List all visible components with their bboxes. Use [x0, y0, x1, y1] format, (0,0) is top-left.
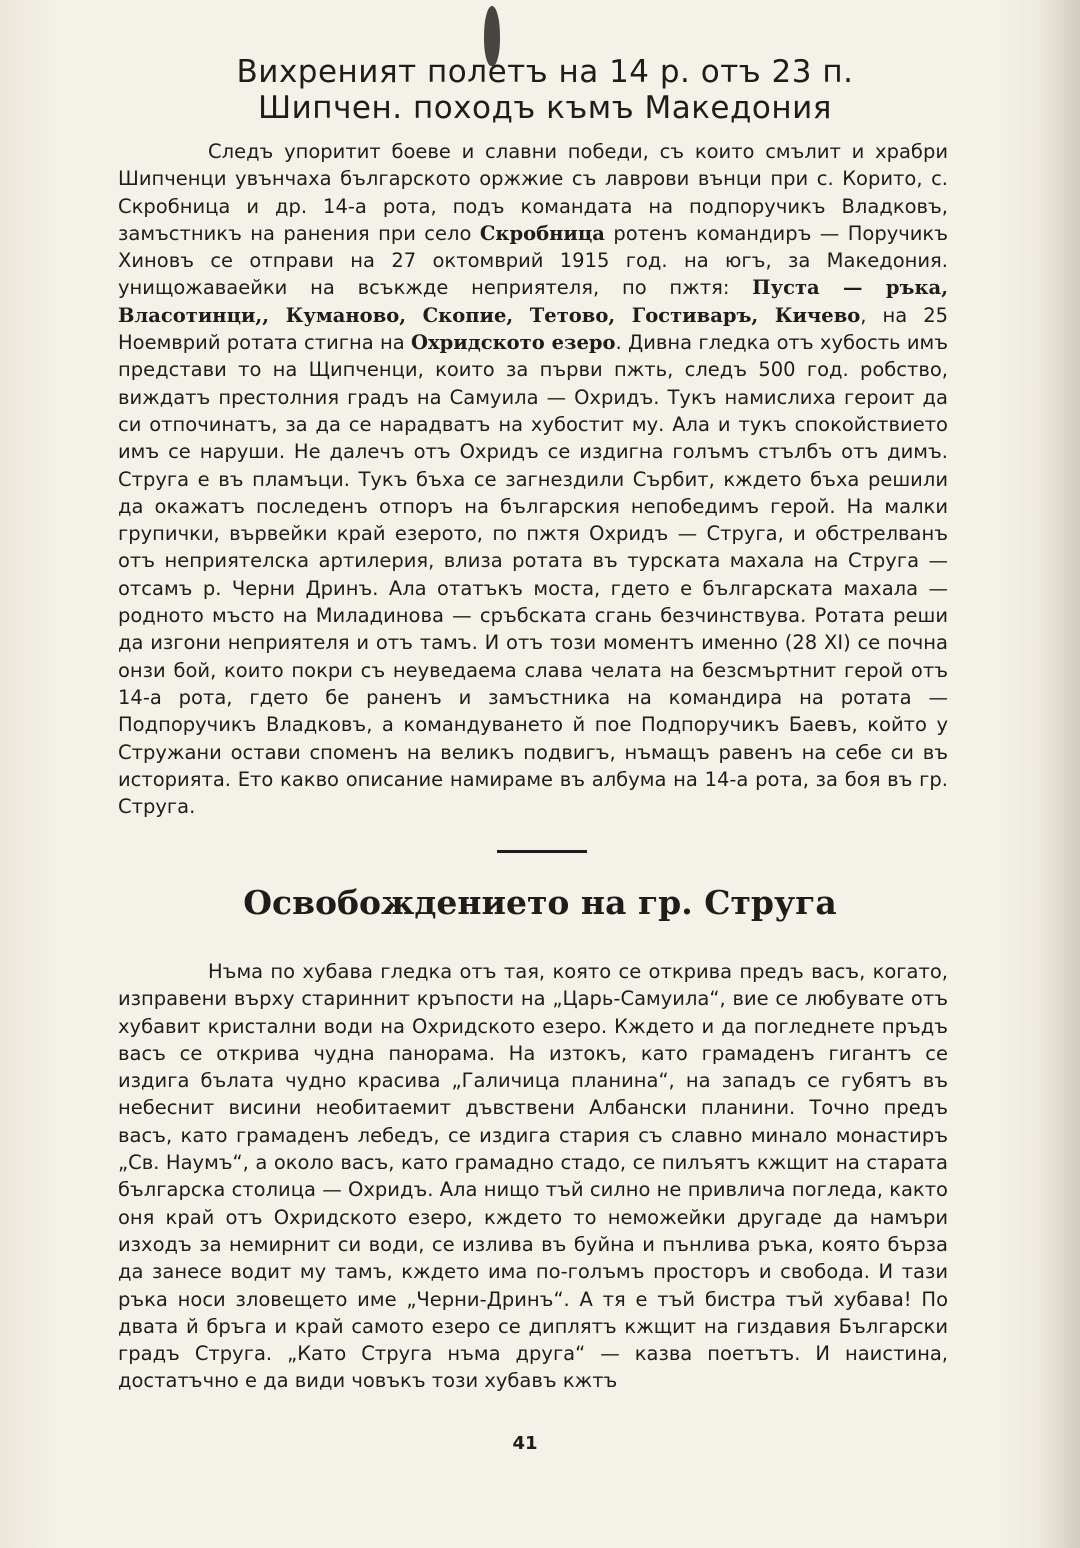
text-segment: ротенъ командиръ — Поручикъ Хиновъ се отправи на 27 октомврий 1915 год. на югъ, за Македония. унищожаваейки на всъкжде неприятеля, по пжтя: — [118, 221, 948, 300]
bold-place-name: Скробница — [479, 221, 605, 245]
text-segment: , на 25 Ноемврий ротата стигна на — [118, 303, 949, 355]
march-paragraph — [118, 138, 948, 820]
section-divider — [497, 850, 587, 853]
march-narrative — [118, 138, 948, 820]
page-number: 41 — [512, 1433, 538, 1454]
struga-paragraph: Нъма по хубава гледка отъ тая, която се открива предъ васъ, когато, изправени върху стариннит кръпости на „Царь-Самуила“, вие се любувате отъ хубавит кристални води на Охридското езеро. Кждето и да погледнете пръдъ васъ се открива чудна панорама. На изтокъ, като грамаденъ гигантъ се издига бълата чудно красива „Галичица планина“, на западъ се губятъ въ небеснит висини необитаемит дъвствени Албански планини. Точно предъ васъ, като грамаденъ лебедъ, се издига стария съ славно минало монастиръ „Св. Наумъ“, а около васъ, като грамадно стадо, се пилъятъ кжщит на старата българска столица — Охридъ. Ала нищо тъй силно не привлича погледа, както оня край отъ Охридското езеро, кждето то неможейки другаде да намъри изходъ за немирнит си води, се излива въ буйна и пънлива ръка, която бърза да занесе водит му тамъ, кждето има по-голъмъ просторъ и свобода. И тази ръка носи зловещето име „Черни-Дринъ“. А тя е тъй бистра тъй хубава! По двата й бръга и край самото езеро се диплятъ кжщит на гиздавия Български градъ Струга. „Като Струга нъма друга“ — казва поетътъ. И наистина, достатъчно е да види човъкъ този хубавъ кжтъ — [118, 960, 948, 1393]
text-segment: . Дивна гледка отъ хубость имъ представи то на Щипченци, които за първи пжть, следъ 500 год. робство, виждатъ престолния градъ на Самуила — Охридъ. Тукъ намислиха героит да си отпочинатъ, за да се нарадватъ на хубостит му. Ала и тукъ спокойствието имъ се наруши. Не далечъ отъ Охридъ се издигна голъмъ стълбъ отъ димъ. Струга е въ пламъци. Тукъ бъха се загнездили Сърбит, кждето бъха решили да окажатъ последенъ отпоръ на българския непобедимъ герой. На малки групички, вървейки край езерото, по пжтя Охридъ — Струга, и обстрелванъ отъ неприятелска артилерия, влиза ротата въ турската махала на Струга — отсамъ р. Черни Дринъ. Ала отатъкъ моста, гдето е българската махала — родното мъсто на Миладинова — сръбската сгань безчинствува. Ротата реши да изгони неприятеля и отъ тамъ. И отъ този моментъ именно (28 XI) се почна онзи бой, които покри съ неуведаема слава челата на безсмъртнит герой отъ 14-а рота, гдето бе раненъ и замъстника на командира на ротата — Подпоручикъ Владковъ, а командуването й пое Подпоручикъ Баевъ, който у Стружани остави споменъ на великъ подвигъ, нъмащъ равенъ на себе си въ историята. Ето какво описание намираме въ албума на 14-а рота, за боя въ гр. Струга. — [118, 331, 948, 819]
section-heading-line-2: Шипчен. походъ къмъ Македония — [258, 90, 832, 126]
bold-route-names: Пуста — ръка, Власотинци,, Куманово, Скопие, Тетово, Гостиваръ, Кичево — [118, 276, 948, 327]
section-heading — [150, 54, 940, 126]
struga-description — [118, 958, 948, 1395]
bold-lake-name: Охридското езеро — [410, 331, 616, 355]
article-title: Освобождението на гр. Струга — [243, 883, 837, 922]
binding-shadow — [1040, 0, 1080, 1548]
text-segment: Следъ упоритит боеве и славни победи, съ които смълит и храбри Шипченци увънчаха българското оржжие съ лаврови вънци при с. Корито, с. Скробница и др. 14-а рота, подъ командата на подпоручикъ Владковъ, замъстникъ на ранения при село — [118, 140, 948, 245]
section-heading-line-1: Вихреният полетъ на 14 р. отъ 23 п. — [236, 54, 854, 90]
